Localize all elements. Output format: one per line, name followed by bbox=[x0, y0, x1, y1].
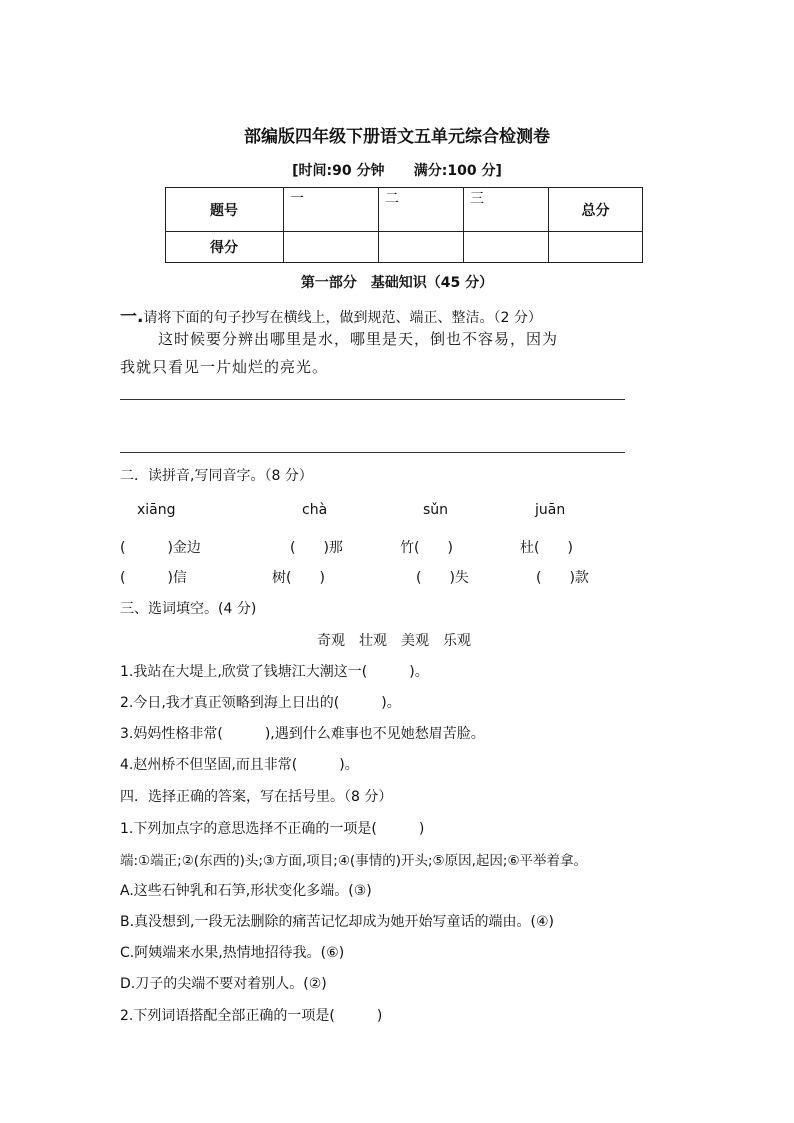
q3-item-4[interactable]: 4.赵州桥不但坚固,而且非常( )。 bbox=[120, 757, 359, 773]
q1-copy-text-line2: 我就只看见一片灿烂的亮光。 bbox=[120, 358, 329, 376]
score-table-cell-q3: 三 bbox=[464, 188, 549, 232]
score-input-q1[interactable] bbox=[284, 232, 379, 263]
q2-heading: 二．读拼音,写同音字。（8 分） bbox=[120, 468, 313, 484]
q3-item-3[interactable]: 3.妈妈性格非常( ),遇到什么难事也不见她愁眉苦脸。 bbox=[120, 726, 485, 742]
score-table-header-row bbox=[166, 188, 643, 232]
score-input-q2[interactable] bbox=[379, 232, 464, 263]
score-table-cell-q2: 二 bbox=[379, 188, 464, 232]
q4-question-2[interactable]: 2.下列词语搭配全部正确的一项是( ) bbox=[120, 1008, 383, 1024]
q2-blank-1[interactable]: ( )金边 bbox=[120, 540, 201, 556]
score-table-cell-q1: 一 bbox=[284, 188, 379, 232]
q1-heading bbox=[120, 302, 542, 327]
q2-blank-2[interactable]: ( )那 bbox=[290, 540, 343, 556]
q3-item-1[interactable]: 1.我站在大堤上,欣赏了钱塘江大潮这一( )。 bbox=[120, 664, 429, 680]
exam-info bbox=[0, 160, 794, 180]
q1-writing-line-2[interactable] bbox=[120, 452, 625, 453]
part1-title: 第一部分 基础知识（45 分） bbox=[300, 275, 494, 291]
q1-number: 一. bbox=[120, 307, 144, 327]
q2-blank-7[interactable]: ( )失 bbox=[416, 570, 469, 586]
q2-blank-3[interactable]: 竹( ) bbox=[400, 540, 453, 556]
exam-full-score: 满分:100 分] bbox=[413, 163, 502, 179]
q2-blank-8[interactable]: ( )款 bbox=[536, 570, 589, 586]
score-table-score-label: 得分 bbox=[166, 232, 284, 263]
exam-time: [时间:90 分钟 bbox=[292, 163, 385, 179]
q3-heading: 三、选词填空。(4 分) bbox=[120, 601, 257, 617]
score-input-q3[interactable] bbox=[464, 232, 549, 263]
page-title: 部编版四年级下册语文五单元综合检测卷 bbox=[244, 127, 550, 147]
q4-option-d[interactable]: D.刀子的尖端不要对着别人。(②) bbox=[120, 976, 327, 992]
q2-blank-6[interactable]: 树( ) bbox=[272, 570, 325, 586]
q1-copy-text-line1: 这时候要分辨出哪里是水，哪里是天，倒也不容易，因为 bbox=[158, 330, 559, 348]
q3-word-bank: 奇观 壮观 美观 乐观 bbox=[317, 633, 471, 649]
q2-pinyin-3: sǔn bbox=[423, 502, 449, 518]
q2-pinyin-2: chà bbox=[302, 502, 328, 518]
q2-pinyin-4: juān bbox=[535, 502, 566, 518]
score-table-score-row bbox=[166, 232, 643, 263]
q2-blank-5[interactable]: ( )信 bbox=[120, 570, 187, 586]
score-table bbox=[165, 187, 643, 263]
q4-option-a[interactable]: A.这些石钟乳和石笋,形状变化多端。(③) bbox=[120, 883, 372, 899]
q4-definitions: 端:①端正;②(东西的)头;③方面,项目;④(事情的)开头;⑤原因,起因;⑥平举着拿。 bbox=[120, 853, 588, 869]
score-table-cell-total: 总分 bbox=[549, 188, 643, 232]
score-input-total[interactable] bbox=[549, 232, 643, 263]
q2-blank-4[interactable]: 杜( ) bbox=[520, 540, 573, 556]
q2-pinyin-1: xiāng bbox=[137, 502, 176, 518]
q3-item-2[interactable]: 2.今日,我才真正领略到海上日出的( )。 bbox=[120, 695, 401, 711]
q4-option-c[interactable]: C.阿姨端来水果,热情地招待我。(⑥) bbox=[120, 945, 345, 961]
q1-prompt: 请将下面的句子抄写在横线上，做到规范、端正、整洁。（2 分） bbox=[143, 310, 542, 326]
q4-heading: 四．选择正确的答案，写在括号里。（8 分） bbox=[120, 789, 393, 805]
score-table-cell-label: 题号 bbox=[166, 188, 284, 232]
q4-question-1[interactable]: 1.下列加点字的意思选择不正确的一项是( ) bbox=[120, 821, 425, 837]
q4-option-b[interactable]: B.真没想到,一段无法删除的痛苦记忆却成为她开始写童话的端由。(④) bbox=[120, 914, 554, 930]
q1-writing-line-1[interactable] bbox=[120, 399, 625, 400]
